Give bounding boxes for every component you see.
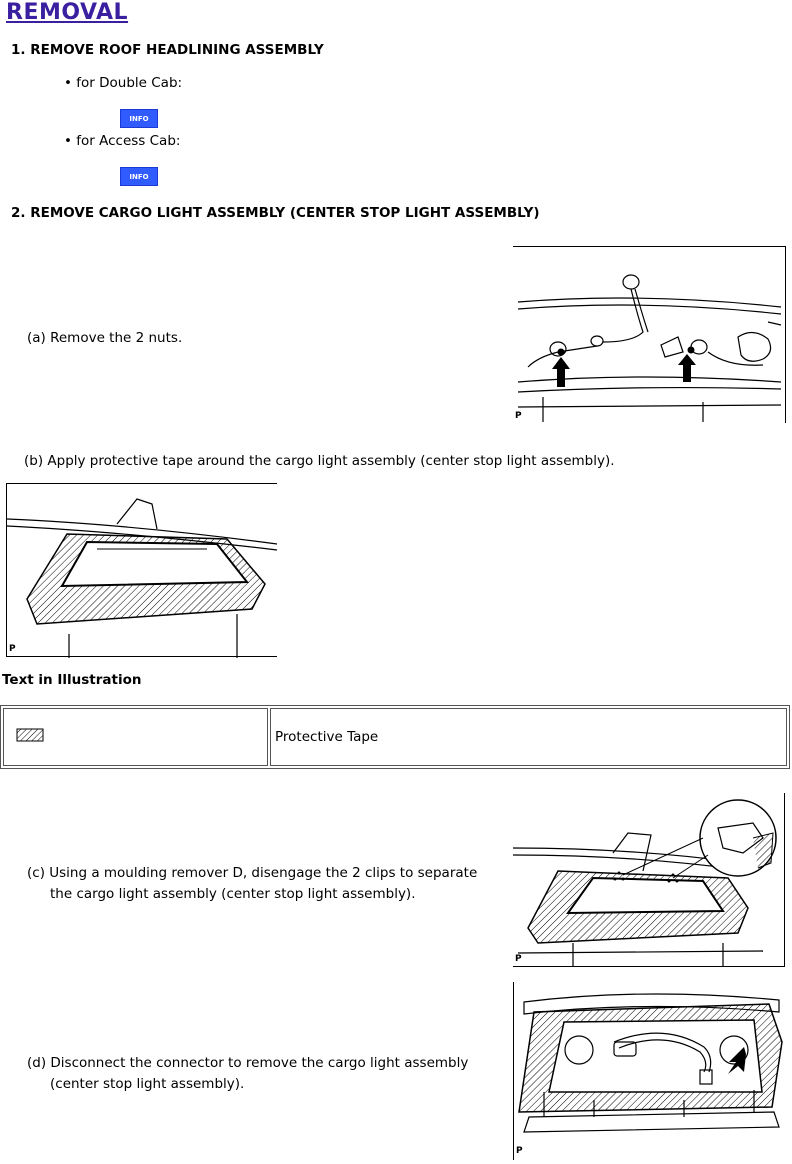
- legend-symbol-cell: [3, 708, 268, 766]
- illustration-label: P: [516, 1146, 523, 1156]
- option-label: for Double Cab:: [76, 75, 183, 91]
- substep-b-text: (b) Apply protective tape around the cargo light assembly (center stop light assembly).: [24, 453, 615, 469]
- illustration-label: P: [515, 411, 522, 421]
- option-label: for Access Cab:: [76, 133, 181, 149]
- text-in-illustration-heading: Text in Illustration: [2, 672, 142, 688]
- step-1-heading: 1. REMOVE ROOF HEADLINING ASSEMBLY: [11, 42, 324, 58]
- info-button-access-cab[interactable]: INFO: [120, 167, 158, 186]
- step-2-heading: 2. REMOVE CARGO LIGHT ASSEMBLY (CENTER STOP LIGHT ASSEMBLY): [11, 205, 540, 221]
- substep-c-line2: the cargo light assembly (center stop light assembly).: [50, 886, 416, 902]
- figure-disconnect-connector: [513, 982, 785, 1160]
- clips-illustration: [513, 793, 785, 967]
- substep-d-line1: (d) Disconnect the connector to remove the cargo light assembly: [27, 1055, 469, 1071]
- substep-d-line2: (center stop light assembly).: [50, 1076, 245, 1092]
- bullet-icon: •: [64, 133, 72, 149]
- option-access-cab: [64, 133, 180, 149]
- illustration-label: P: [515, 954, 522, 964]
- tape-illustration: [7, 484, 278, 658]
- hatch-pattern-icon: [16, 728, 44, 742]
- illustration-label: P: [9, 644, 16, 654]
- info-button-double-cab[interactable]: INFO: [120, 109, 158, 128]
- nuts-illustration: [513, 247, 785, 423]
- figure-protective-tape: [6, 483, 277, 657]
- substep-a-text: (a) Remove the 2 nuts.: [27, 330, 183, 346]
- figure-disengage-clips: [513, 793, 785, 967]
- bullet-icon: •: [64, 75, 72, 91]
- substep-c-line1: (c) Using a moulding remover D, disengage the 2 clips to separate: [27, 865, 478, 881]
- legend-text-cell: Protective Tape: [270, 708, 787, 766]
- table-row: [3, 708, 787, 766]
- connector-illustration: [514, 982, 785, 1160]
- page-title: REMOVAL: [6, 0, 129, 25]
- legend-table: [0, 705, 790, 769]
- figure-remove-nuts: [513, 246, 786, 423]
- option-double-cab: [64, 75, 182, 91]
